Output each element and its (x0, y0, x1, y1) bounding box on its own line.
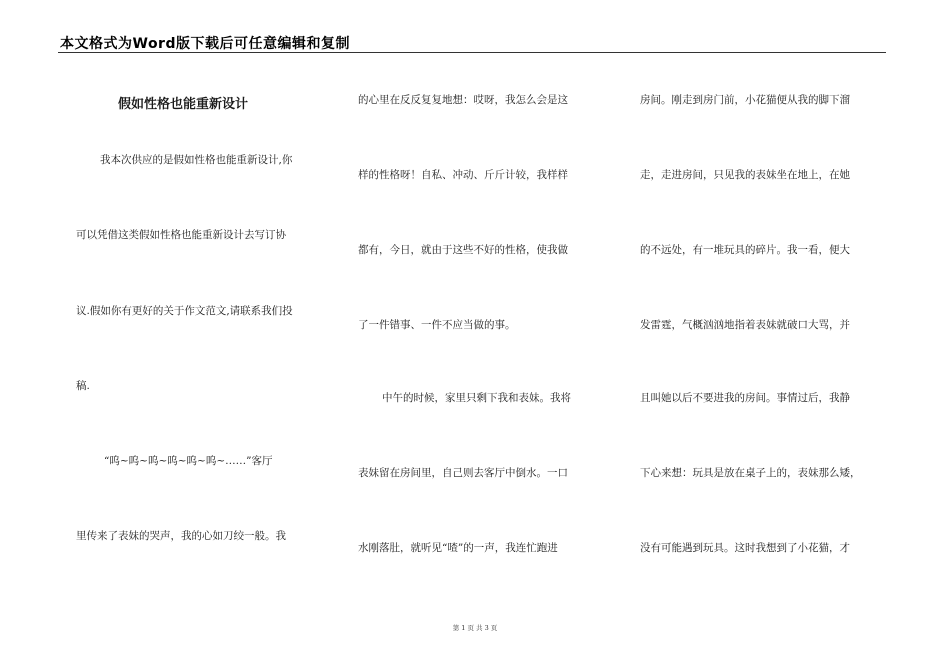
paragraph-line: 发雷霆，气概汹汹地指着表妹就破口大骂，并 (640, 319, 850, 331)
paragraph-line: 中午的时候，家里只剩下我和表妹。我将 (382, 392, 571, 404)
paragraph-line: 水刚落肚，就听见“喳”的一声，我连忙跑进 (358, 542, 558, 554)
paragraph-line: “呜~呜~呜~呜~呜~呜~……”客厅 (104, 455, 273, 467)
paragraph-line: 样的性格呀！自私、冲动、斤斤计较，我样样 (358, 169, 568, 181)
paragraph-line: 了一件错事、一件不应当做的事。 (358, 319, 516, 331)
paragraph-line: 议.假如你有更好的关于作文范文,请联系我们投 (76, 305, 293, 317)
paragraph-line: 且叫她以后不要进我的房间。事情过后，我静 (640, 392, 850, 404)
paragraph-line: 下心来想：玩具是放在桌子上的，表妹那么矮， (640, 467, 861, 479)
paragraph-line: 表妹留在房间里，自己则去客厅中倒水。一口 (358, 467, 568, 479)
paragraph-line: 没有可能遇到玩具。这时我想到了小花猫，才 (640, 542, 850, 554)
page-number-footer: 第 1 页 共 3 页 (452, 624, 498, 632)
paragraph-line: 可以凭借这类假如性格也能重新设计去写订协 (76, 229, 286, 241)
paragraph-line: 的不远处，有一堆玩具的碎片。我一看，便大 (640, 244, 850, 256)
paragraph-line: 走，走进房间，只见我的表妹坐在地上，在她 (640, 169, 850, 181)
paragraph-line: 都有，今日，就由于这些不好的性格，使我做 (358, 244, 568, 256)
paragraph-line: 里传来了表妹的哭声，我的心如刀绞一般。我 (76, 530, 286, 542)
document-title: 假如性格也能重新设计 (118, 97, 249, 112)
paragraph-line: 的心里在反反复复地想：哎呀，我怎么会是这 (358, 94, 568, 106)
document-header: 本文格式为Word版下载后可任意编辑和复制 (60, 36, 350, 52)
paragraph-line: 我本次供应的是假如性格也能重新设计,你 (100, 154, 293, 166)
paragraph-line: 房间。刚走到房门前，小花猫便从我的脚下溜 (640, 94, 850, 106)
header-divider (58, 52, 886, 53)
paragraph-line: 稿. (76, 380, 90, 392)
